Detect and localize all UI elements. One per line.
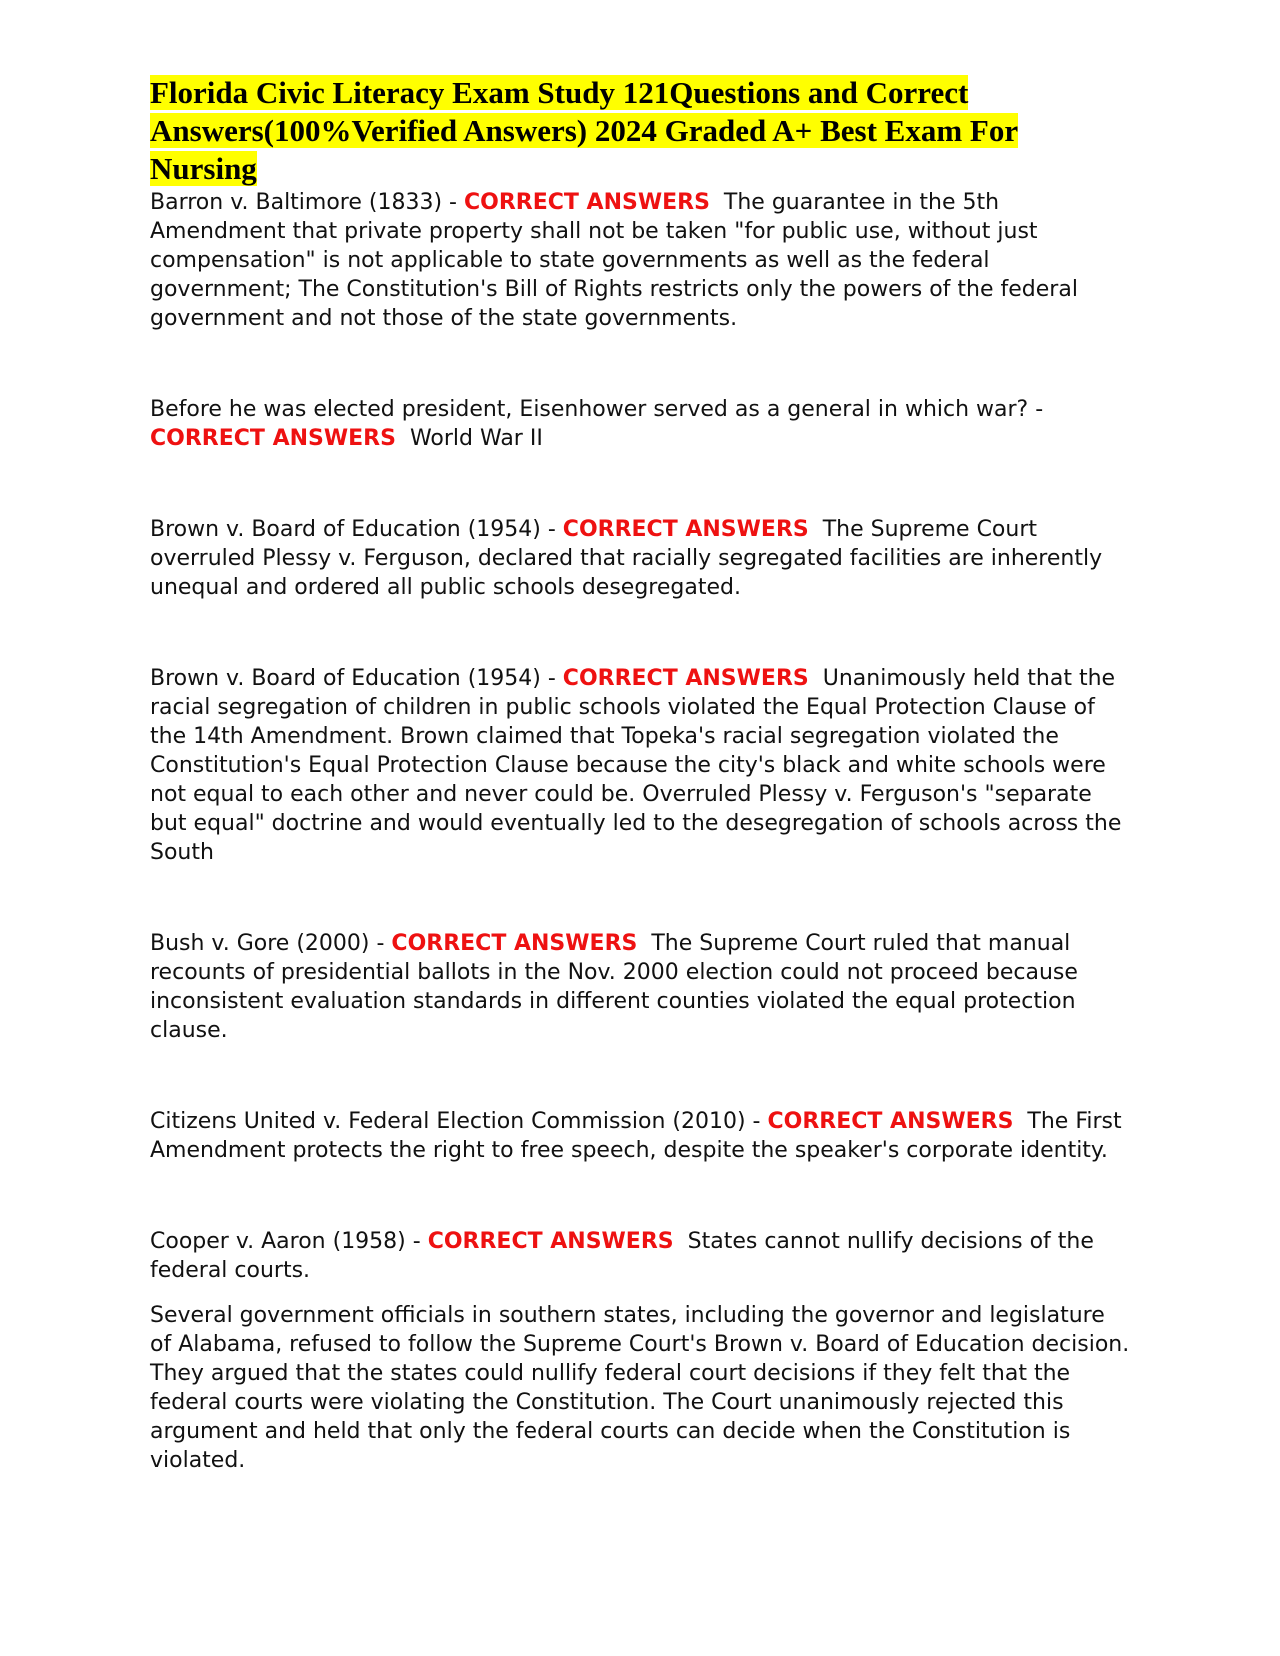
correct-answers-label: CORRECT ANSWERS — [562, 666, 809, 691]
answer-continuation: Several government officials in southern states, including the governor and legislature of Alabama, refused to follow the Supreme Court's Brown v. Board of Education decision. They argued that the states could nullify federal court decisions if they felt that the federal courts were violating the Constitution. The Court unanimously rejected this argument and held that only the federal courts can decide when the Constitution is violated. — [150, 1303, 1130, 1473]
spacer — [150, 867, 1130, 929]
qa-entry-6 — [150, 1107, 1130, 1165]
answer-text: Unanimously held that the racial segregation of children in public schools violated the Equal Protection Clause of the 14th Amendment. Brown claimed that Topeka's racial segregation violated the Constitution's Equal Protection Clause because the city's black and white schools were not equal to each other and never could be. Overruled Plessy v. Ferguson's "separate but equal" doctrine and would eventually led to the desegregation of schools across the South — [150, 666, 1122, 865]
spacer — [150, 1045, 1130, 1107]
question-text: Citizens United v. Federal Election Commission (2010) - — [150, 1109, 768, 1134]
answer-text: States cannot nullify decisions of the federal courts. — [150, 1229, 1094, 1283]
qa-entry-1 — [150, 188, 1130, 333]
qa-entry-2 — [150, 395, 1130, 453]
answer-text: The Supreme Court overruled Plessy v. Ferguson, declared that racially segregated facilities are inherently unequal and ordered all public schools desegregated. — [150, 517, 1103, 600]
answer-text: World War II — [409, 426, 543, 451]
correct-answers-label: CORRECT ANSWERS — [391, 931, 638, 956]
qa-entry-5 — [150, 929, 1130, 1045]
spacer — [150, 333, 1130, 395]
question-text: Brown v. Board of Education (1954) - — [150, 666, 563, 691]
answer-text: The Supreme Court ruled that manual recounts of presidential ballots in the Nov. 2000 election could not proceed because inconsistent evaluation standards in different counties violated the equal protection clause. — [150, 931, 1078, 1043]
correct-answers-label: CORRECT ANSWERS — [562, 517, 809, 542]
answer-text: The First Amendment protects the right to free speech, despite the speaker's corporate identity. — [150, 1109, 1122, 1163]
document-page — [150, 74, 1130, 1475]
qa-entry-4 — [150, 664, 1130, 867]
question-text: Bush v. Gore (2000) - — [150, 931, 392, 956]
qa-entry-3 — [150, 515, 1130, 602]
correct-answers-label: CORRECT ANSWERS — [463, 190, 710, 215]
spacer — [150, 1165, 1130, 1227]
spacer — [150, 602, 1130, 664]
title-highlight: Florida Civic Literacy Exam Study 121Questions and Correct Answers(100%Verified Answers) 2024 Graded A+ Best Exam For Nursing — [150, 75, 1019, 186]
answer-text: The guarantee in the 5th Amendment that private property shall not be taken "for public use, without just compensation" is not applicable to state governments as well as the federal government; The Constitution's Bill of Rights restricts only the powers of the federal government and not those of the state governments. — [150, 190, 1078, 331]
spacer — [150, 453, 1130, 515]
correct-answers-label: CORRECT ANSWERS — [767, 1109, 1014, 1134]
question-text: Cooper v. Aaron (1958) - — [150, 1229, 428, 1254]
question-text: Before he was elected president, Eisenhower served as a general in which war? - — [150, 397, 1044, 422]
correct-answers-label: CORRECT ANSWERS — [427, 1229, 674, 1254]
document-title — [150, 74, 1130, 188]
qa-entry-7 — [150, 1227, 1130, 1285]
correct-answers-label: CORRECT ANSWERS — [150, 426, 396, 451]
question-text: Barron v. Baltimore (1833) - — [150, 190, 464, 215]
question-text: Brown v. Board of Education (1954) - — [150, 517, 563, 542]
